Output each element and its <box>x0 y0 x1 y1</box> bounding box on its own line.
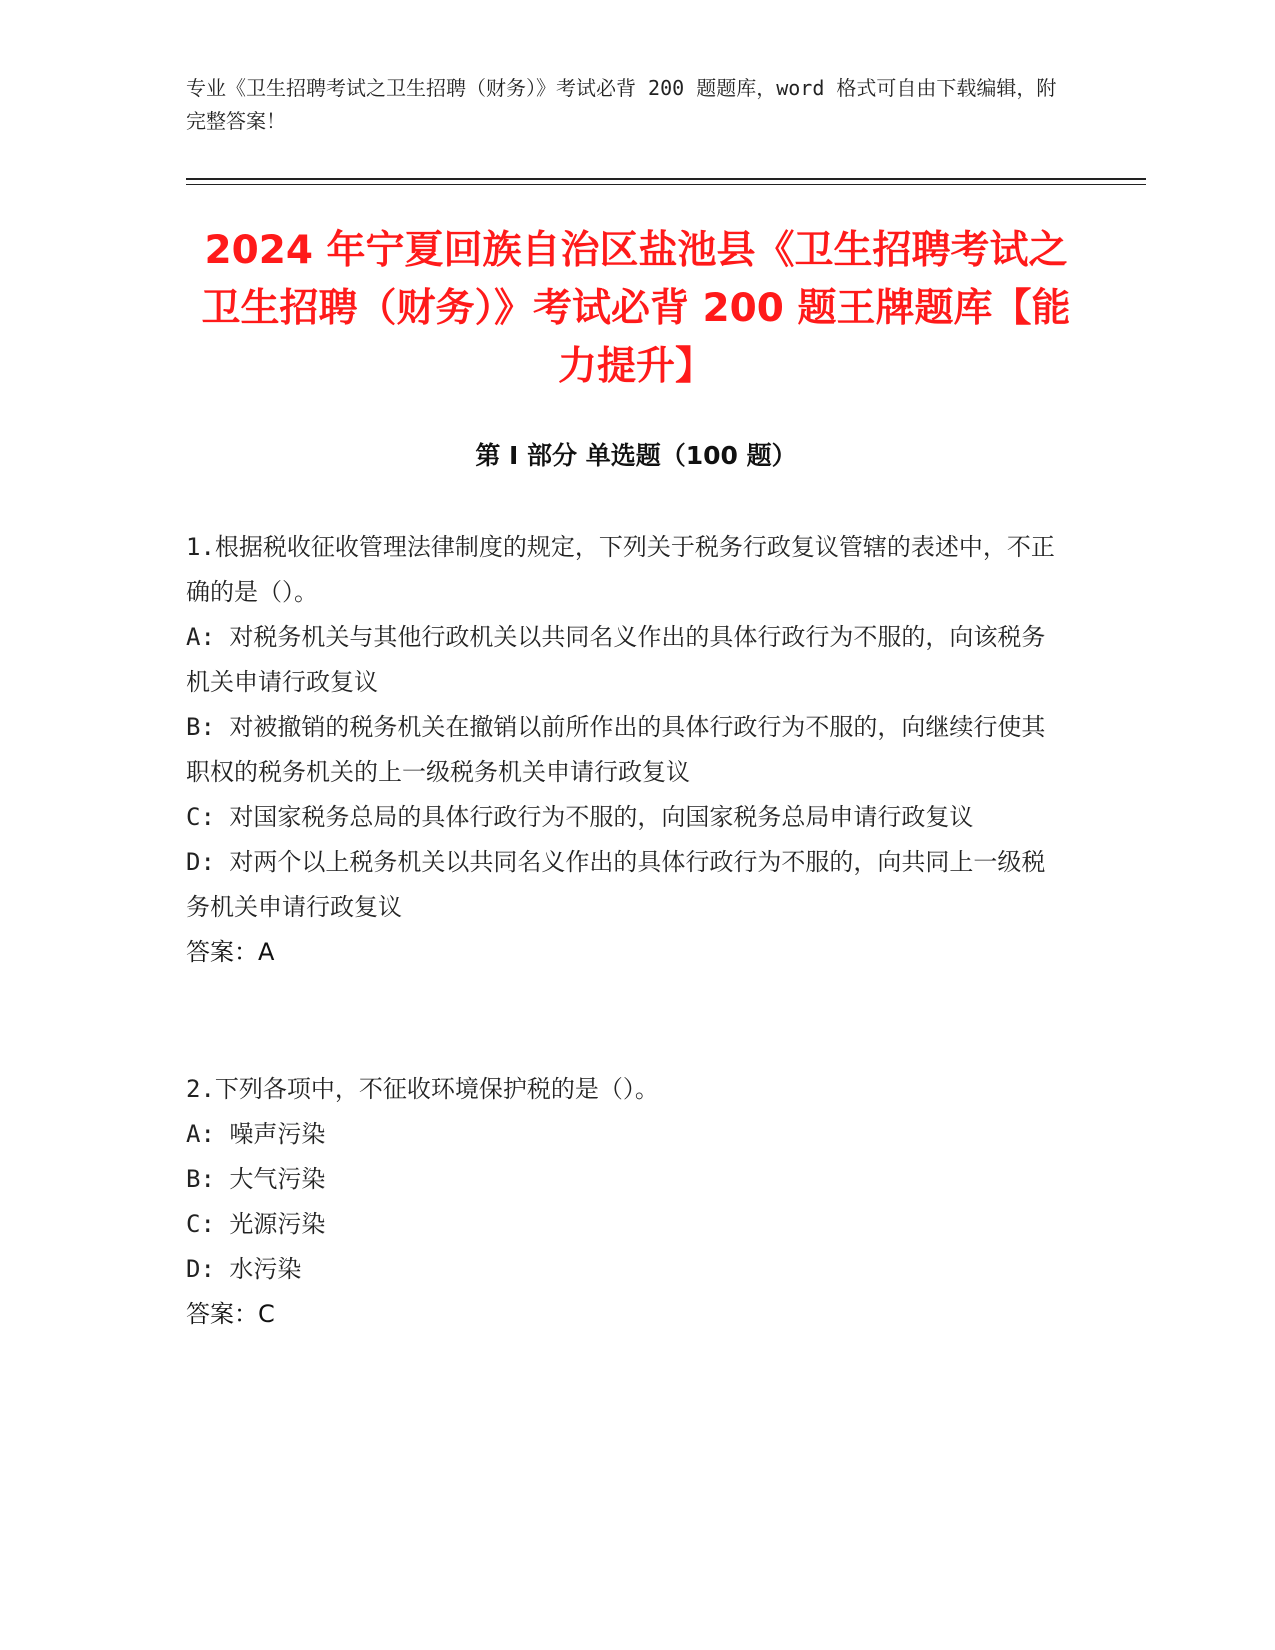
header-divider-thick <box>186 178 1146 180</box>
option-a: A: 对税务机关与其他行政机关以共同名义作出的具体行政行为不服的，向该税务机关申请行政复议 <box>186 623 1046 696</box>
option-d: D: 对两个以上税务机关以共同名义作出的具体行政行为不服的，向共同上一级税务机关申请行政复议 <box>186 848 1046 921</box>
question-stem: 1.根据税收征收管理法律制度的规定，下列关于税务行政复议管辖的表述中，不正确的是（）。 <box>186 533 1055 606</box>
option-c: C: 光源污染 <box>186 1210 326 1238</box>
header-note: 专业《卫生招聘考试之卫生招聘（财务）》考试必背 200 题题库，word 格式可自由下载编辑，附完整答案！ <box>186 76 1057 133</box>
option-c: C: 对国家税务总局的具体行政行为不服的，向国家税务总局申请行政复议 <box>186 803 974 831</box>
answer-line: 答案：C <box>186 1300 275 1328</box>
question-stem: 2.下列各项中，不征收环境保护税的是（）。 <box>186 1075 659 1103</box>
header-divider-thin <box>186 184 1146 185</box>
option-a: A: 噪声污染 <box>186 1120 326 1148</box>
question-1 <box>186 525 1066 975</box>
option-b: B: 对被撤销的税务机关在撤销以前所作出的具体行政行为不服的，向继续行使其职权的税务机关的上一级税务机关申请行政复议 <box>186 713 1046 786</box>
option-b: B: 大气污染 <box>186 1165 326 1193</box>
section-heading: 第 I 部分 单选题（100 题） <box>475 441 797 470</box>
question-2 <box>186 1067 1066 1337</box>
answer-line: 答案：A <box>186 938 275 966</box>
option-d: D: 水污染 <box>186 1255 302 1283</box>
document-title: 2024 年宁夏回族自治区盐池县《卫生招聘考试之卫生招聘（财务）》考试必背 200 题王牌题库【能力提升】 <box>201 228 1071 389</box>
